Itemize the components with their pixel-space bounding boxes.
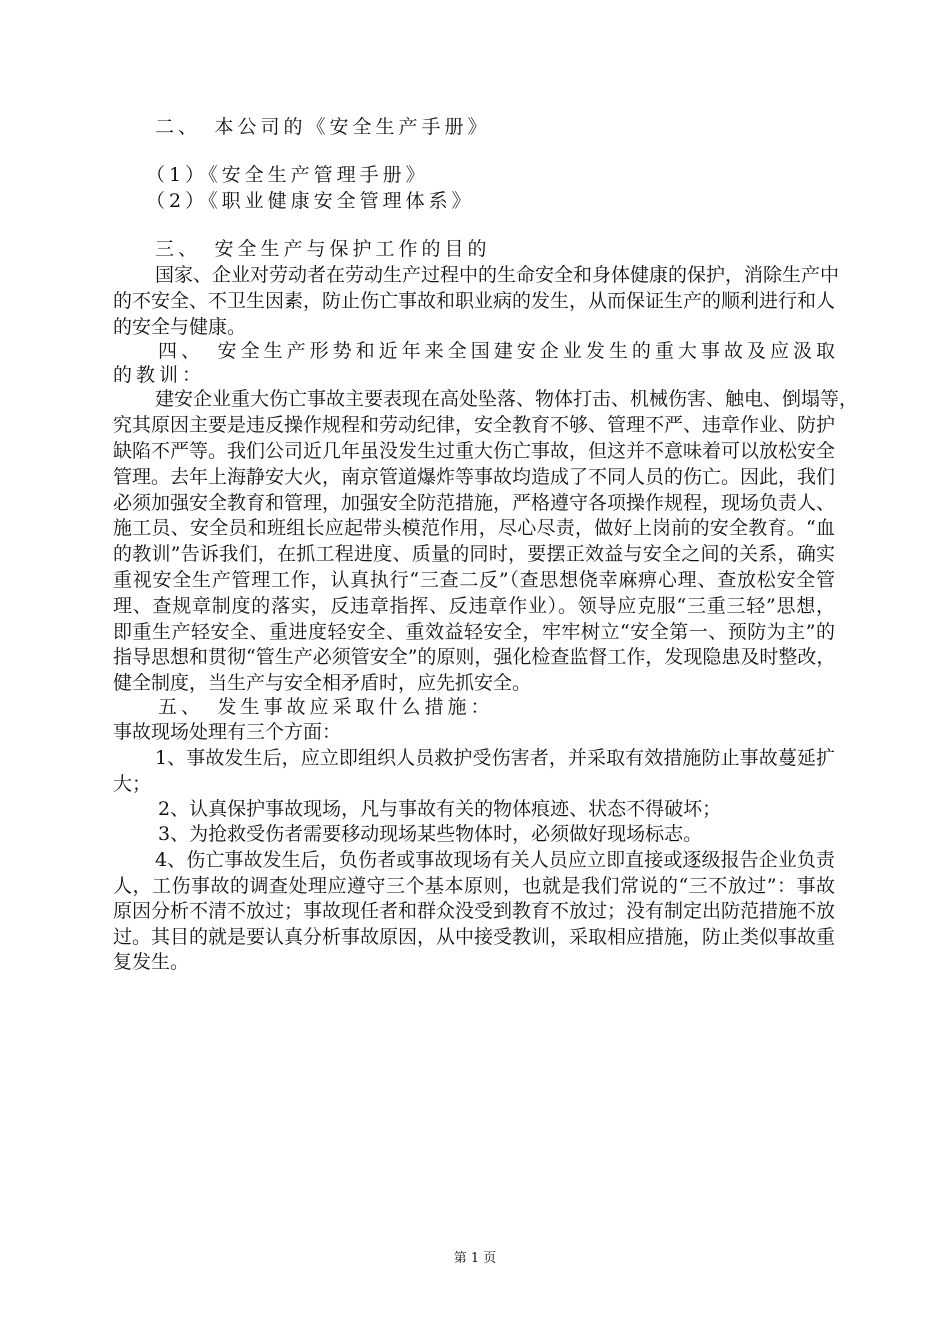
section-5-item-line: 人，工伤事故的调查处理应遵守三个基本原则，也就是我们常说的“三不放过”：事故 <box>113 875 835 897</box>
section-4-body-line: 指导思想和贯彻“管生产必须管安全”的原则，强化检查监督工作，发现隐患及时整改， <box>113 646 836 668</box>
section-3-body-line: 的不安全、不卫生因素，防止伤亡事故和职业病的发生，从而保证生产的顺利进行和人 <box>113 290 836 312</box>
section-4-heading: 四、 安全生产形势和近年来全国建安企业发生的重大事故及应汲取 <box>158 340 835 362</box>
section-5-item-line: 1、事故发生后，应立即组织人员救护受伤害者，并采取有效措施防止事故蔓延扩 <box>155 747 835 769</box>
section-4-body-line: 建安企业重大伤亡事故主要表现在高处坠落、物体打击、机械伤害、触电、倒塌等， <box>155 388 859 410</box>
section-4-body-line: 究其原因主要是违反操作规程和劳动纪律，安全教育不够、管理不严、违章作业、防护 <box>113 414 836 436</box>
section-4-body-line: 必须加强安全教育和管理，加强安全防范措施，严格遵守各项操作规程，现场负责人、 <box>113 492 836 514</box>
section-4-body-line: 理、查规章制度的落实，反违章指挥、反违章作业）。领导应克服“三重三轻”思想， <box>113 595 835 617</box>
section-3-heading: 三、 安全生产与保护工作的目的 <box>155 238 491 260</box>
section-2-item-2: （2）《职业健康安全管理体系》 <box>146 190 475 212</box>
section-2-item-1: （1）《安全生产管理手册》 <box>146 164 429 186</box>
section-4-body-line: 健全制度，当生产与安全相矛盾时，应先抓安全。 <box>113 672 532 694</box>
section-3-body-line: 的安全与健康。 <box>113 316 247 338</box>
section-4-body-line: 即重生产轻安全、重进度轻安全、重效益轻安全，牢牢树立“安全第一、预防为主”的 <box>113 621 835 643</box>
section-4-body-line: 缺陷不严等。我们公司近几年虽没发生过重大伤亡事故，但这并不意味着可以放松安全 <box>113 440 836 462</box>
section-5-item-line: 大； <box>113 773 152 795</box>
section-5-item-line: 4、伤亡事故发生后，负伤者或事故现场有关人员应立即直接或逐级报告企业负责 <box>155 849 835 871</box>
section-2-heading: 二、 本公司的《安全生产手册》 <box>155 116 491 138</box>
section-4-body-line: 施工员、安全员和班组长应起带头模范作用，尽心尽责，做好上岗前的安全教育。“血 <box>113 517 835 539</box>
section-4-body-line: 管理。去年上海静安大火，南京管道爆炸等事故均造成了不同人员的伤亡。因此，我们 <box>113 466 836 488</box>
section-5-item-line: 过。其目的就是要认真分析事故原因，从中接受教训，采取相应措施，防止类似事故重 <box>113 926 836 948</box>
section-4-heading-cont: 的教训： <box>113 364 206 386</box>
section-4-body-line: 重视安全生产管理工作，认真执行“三查二反”（查思想侥幸麻痹心理、查放松安全管 <box>113 569 835 591</box>
section-5-item-line: 复发生。 <box>113 951 190 973</box>
section-5-intro: 事故现场处理有三个方面： <box>113 721 342 743</box>
section-3-body-line: 国家、企业对劳动者在劳动生产过程中的生命安全和身体健康的保护，消除生产中 <box>155 264 840 286</box>
section-5-item-line: 原因分析不清不放过；事故现任者和群众没受到教育不放过；没有制定出防范措施不放 <box>113 900 836 922</box>
section-4-body-line: 的教训”告诉我们，在抓工程进度、质量的同时，要摆正效益与安全之间的关系，确实 <box>113 543 835 565</box>
section-5-heading: 五、 发生事故应采取什么措施： <box>158 696 494 718</box>
section-5-item-line: 2、认真保护事故现场，凡与事故有关的物体痕迹、状态不得破坏； <box>158 798 722 820</box>
section-5-item-line: 3、为抢救受伤者需要移动现场某些物体时，必须做好现场标志。 <box>158 823 703 845</box>
page-number: 第 1 页 <box>453 1251 497 1266</box>
